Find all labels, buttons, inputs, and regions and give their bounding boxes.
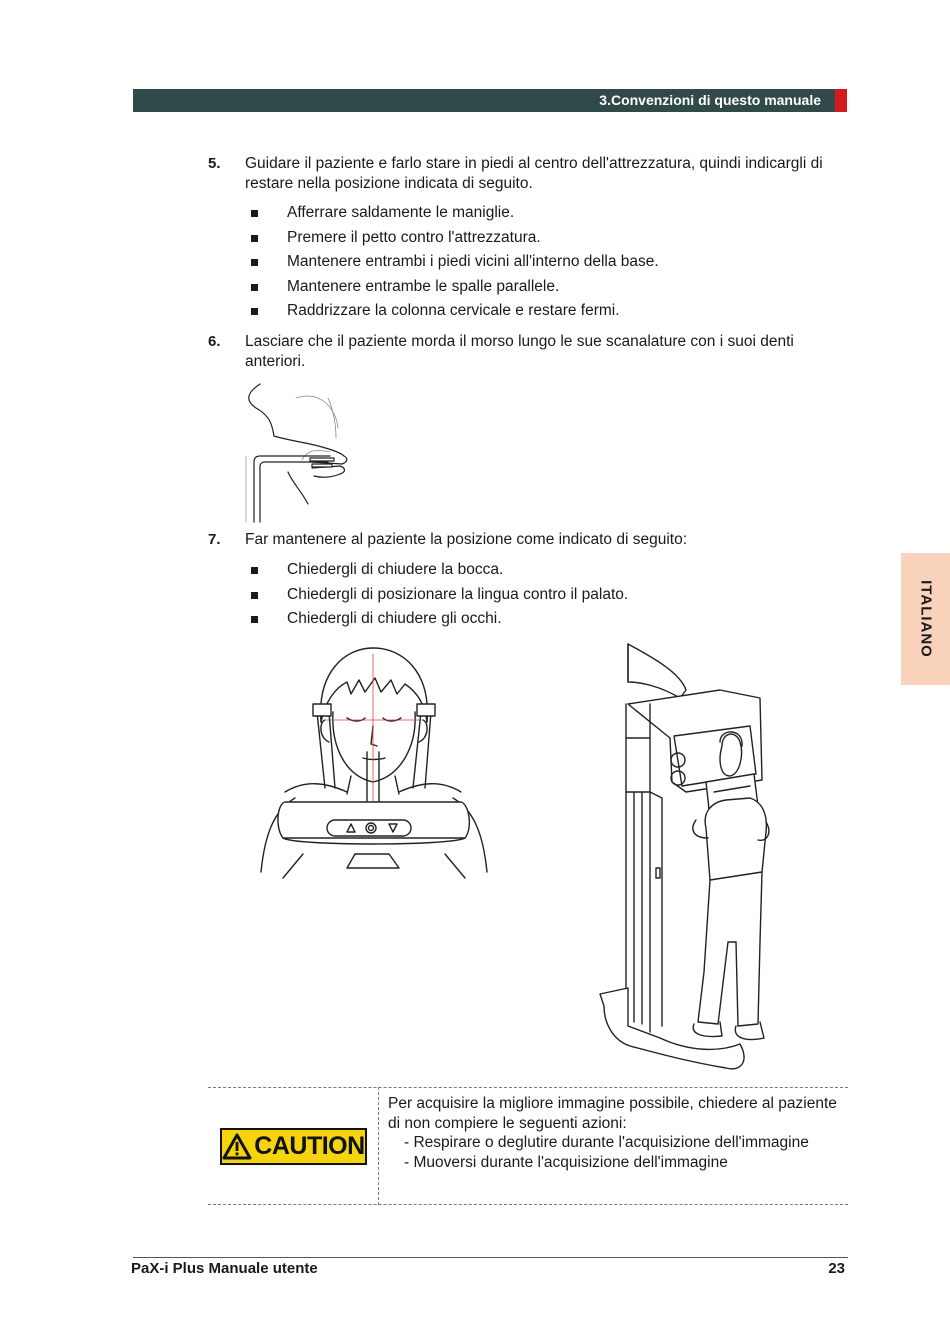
header-accent: [835, 89, 847, 112]
caution-intro: Per acquisire la migliore immagine possibile, chiedere al paziente di non compiere le seguenti azioni:: [388, 1095, 837, 1132]
caution-item: - Muoversi durante l'acquisizione dell'immagine: [404, 1153, 728, 1171]
caution-divider: [378, 1087, 379, 1205]
list-item-text: Mantenere entrambi i piedi vicini all'interno della base.: [287, 253, 659, 270]
manual-title: PaX-i Plus Manuale utente: [131, 1260, 318, 1277]
caution-item: - Respirare o deglutire durante l'acquisizione dell'immagine: [404, 1134, 809, 1151]
warning-triangle-icon: [222, 1133, 252, 1160]
footer-divider: [133, 1257, 848, 1258]
bullet-square-icon: [251, 210, 258, 217]
bullet-square-icon: [251, 308, 258, 315]
bullet-square-icon: [251, 259, 258, 266]
list-item-text: Chiedergli di posizionare la lingua contro il palato.: [287, 586, 629, 603]
bullet-square-icon: [251, 235, 258, 242]
patient-machine-illustration: [590, 642, 790, 1074]
caution-message: [388, 1094, 843, 1172]
list-item-text: Mantenere entrambe le spalle parallele.: [287, 278, 560, 295]
bullet-square-icon: [251, 567, 258, 574]
step-5-text: Guidare il paziente e farlo stare in piedi al centro dell'attrezzatura, quindi indicargli di restare nella posizione indicata di seguito.: [245, 155, 823, 192]
step-5-number: 5.: [208, 155, 221, 172]
page-number: 23: [828, 1260, 845, 1277]
list-item-text: Chiedergli di chiudere la bocca.: [287, 561, 504, 578]
list-item-text: Premere il petto contro l'attrezzatura.: [287, 229, 541, 246]
step-7-text: Far mantenere al paziente la posizione come indicato di seguito:: [245, 531, 688, 548]
list-item-text: Chiedergli di chiudere gli occhi.: [287, 610, 502, 627]
patient-front-view-illustration: [255, 642, 495, 882]
step-6-text: Lasciare che il paziente morda il morso lungo le sue scanalature con i suoi denti anteriori.: [245, 333, 794, 370]
language-tab: [901, 553, 950, 685]
step-6-number: 6.: [208, 333, 221, 350]
list-item-text: Afferrare saldamente le maniglie.: [287, 204, 515, 221]
caution-label: CAUTION: [254, 1132, 365, 1160]
bullet-square-icon: [251, 284, 258, 291]
bullet-square-icon: [251, 592, 258, 599]
section-title: 3.Convenzioni di questo manuale: [599, 92, 821, 108]
list-item-text: Raddrizzare la colonna cervicale e restare fermi.: [287, 302, 620, 319]
step-7-number: 7.: [208, 531, 221, 548]
language-tab-label: ITALIANO: [917, 580, 934, 658]
caution-badge: [220, 1128, 367, 1165]
section-header: [133, 89, 835, 112]
bullet-square-icon: [251, 616, 258, 623]
bite-profile-illustration: [240, 378, 360, 523]
